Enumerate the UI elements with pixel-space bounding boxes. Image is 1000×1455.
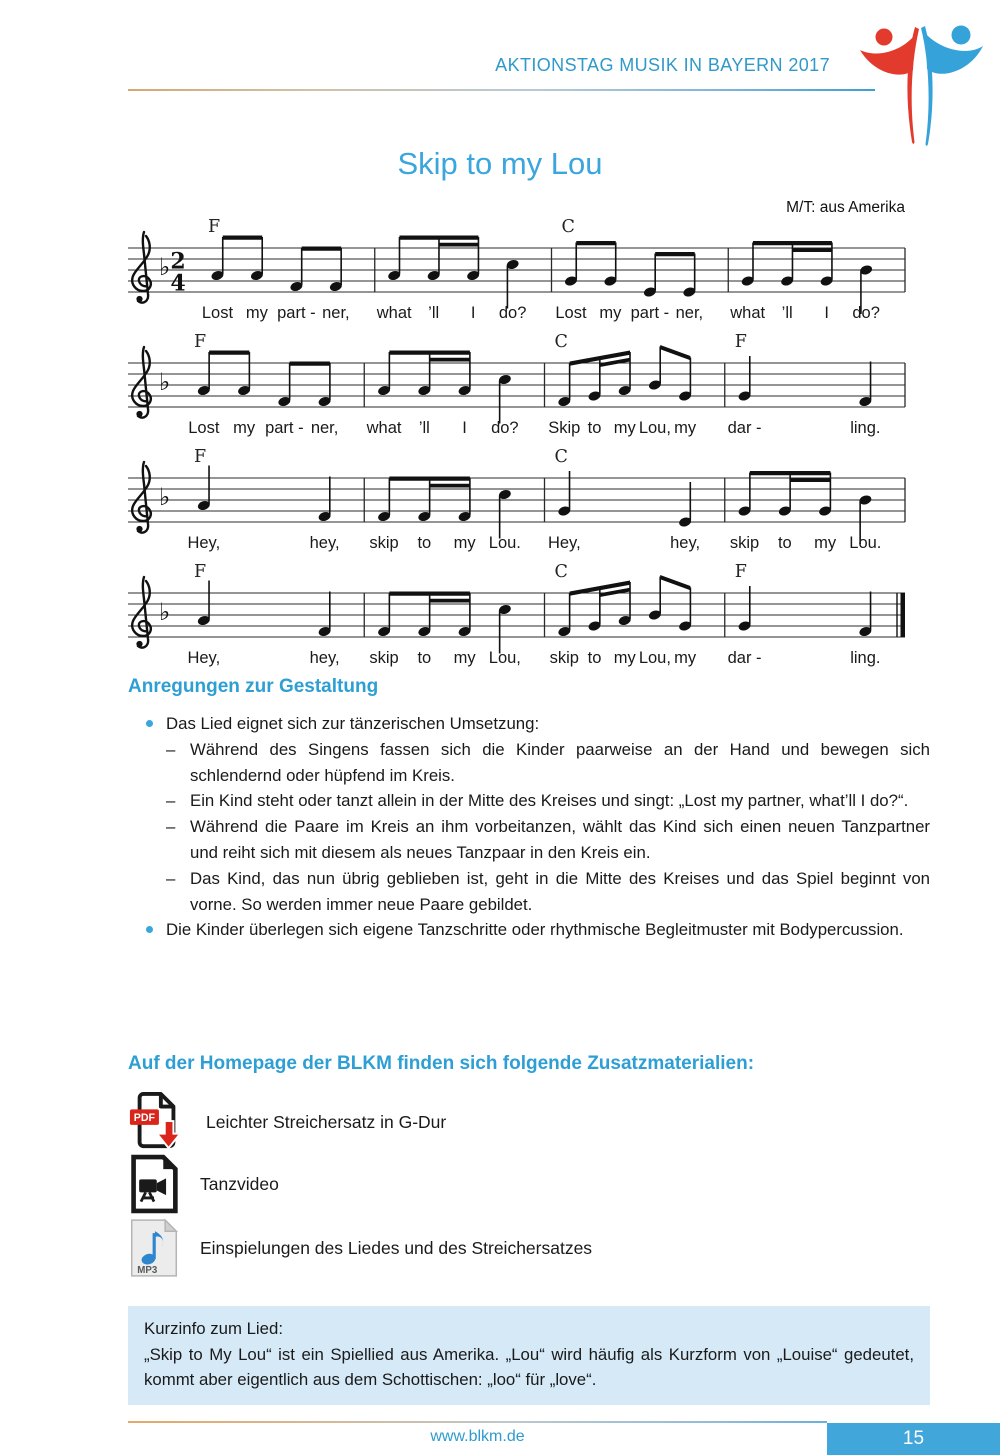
svg-text:♭: ♭ (159, 253, 171, 281)
suggestion-text: Während die Paare im Kreis an ihm vorbeitanzen, wählt das Kind sich einen neuen Tanzpartner und reiht sich mit diesem als neues Tanzpaar in den Kreis ein. (190, 817, 930, 862)
suggestion-text: Das Kind, das nun übrig geblieben ist, geht in die Mitte des Kreises und das Spiel beginnt von vorne. So werden immer neue Paare gebildet. (190, 868, 930, 914)
song-title: Skip to my Lou (397, 146, 603, 181)
dash-marker: – (166, 817, 176, 837)
suggestion-text: Ein Kind steht oder tanzt allein in der Mitte des Kreises und singt: „Lost my partner, what’ll I do?“. (190, 791, 909, 811)
svg-text:Lost: Lost (201, 304, 234, 322)
svg-text:Hey,: Hey, (187, 649, 221, 667)
svg-text:’ll: ’ll (428, 304, 440, 322)
svg-text:ner,: ner, (310, 419, 339, 437)
footer-url: www.blkm.de (430, 1428, 525, 1445)
infobox-body: „Skip to My Lou“ ist ein Spiellied aus Amerika. „Lou“ wird häufig als Kurzform von „Louise“ gedeutet, kommt aber eigentlich aus dem Schottischen: „loo“ für „love“. (144, 1344, 914, 1389)
svg-text:Lost: Lost (555, 304, 587, 322)
svg-text:♭: ♭ (159, 368, 171, 396)
svg-text:2: 2 (170, 248, 186, 275)
svg-text:dar -: dar - (727, 419, 762, 437)
svg-text:Hey,: Hey, (187, 534, 221, 552)
material-label-pdf: Leichter Streichersatz in G-Dur (206, 1111, 447, 1132)
svg-text:’ll: ’ll (418, 419, 430, 437)
svg-text:part -: part - (277, 304, 316, 322)
suggestion-item-5 (128, 866, 930, 918)
song-infobox (128, 1306, 930, 1405)
svg-text:Lou.: Lou. (488, 534, 521, 552)
svg-text:do?: do? (852, 304, 880, 322)
suggestion-item-3 (128, 788, 930, 814)
svg-text:to: to (587, 649, 602, 667)
material-row-pdf (128, 1091, 446, 1153)
svg-text:F: F (194, 562, 207, 582)
bullet-marker (146, 720, 153, 727)
dash-marker: – (166, 868, 176, 888)
svg-text:skip: skip (549, 649, 579, 667)
svg-text:ner,: ner, (322, 304, 350, 322)
svg-text:my: my (613, 419, 636, 437)
svg-text:F: F (194, 332, 207, 352)
svg-text:what: what (730, 304, 766, 322)
header-rule (128, 89, 875, 91)
svg-text:’ll: ’ll (781, 304, 793, 322)
pdf-icon (128, 1090, 186, 1154)
svg-text:F: F (208, 217, 221, 237)
header-title: AKTIONSTAG MUSIK IN BAYERN 2017 (495, 55, 830, 75)
svg-text:my: my (453, 649, 476, 667)
svg-text:skip: skip (369, 534, 399, 552)
dash-marker: – (166, 739, 176, 759)
svg-text:to: to (777, 534, 792, 552)
footer-rule (128, 1421, 827, 1423)
blkm-dancers-logo-icon (856, 24, 988, 146)
bullet-marker (146, 926, 153, 933)
suggestion-text: Während des Singens fassen sich die Kinder paarweise an der Hand und bewegen sich schlendernd oder hüpfend im Kreis. (190, 739, 930, 785)
svg-text:skip: skip (369, 649, 399, 667)
material-label-video: Tanzvideo (200, 1173, 279, 1194)
svg-text:C: C (554, 332, 568, 352)
music-system-1 (0, 212, 1000, 324)
suggestions-section (128, 676, 930, 943)
svg-text:I: I (470, 304, 476, 322)
svg-text:♭: ♭ (159, 598, 171, 626)
svg-text:Lost: Lost (188, 419, 220, 437)
mp3-icon (128, 1217, 180, 1279)
svg-text:Lou.: Lou. (849, 534, 882, 552)
svg-text:hey,: hey, (309, 534, 340, 552)
svg-text:to: to (587, 419, 602, 437)
svg-text:do?: do? (498, 304, 527, 322)
music-system-4 (0, 557, 1000, 669)
material-label-mp3: Einspielungen des Liedes und des Streichersatzes (200, 1237, 593, 1258)
svg-text:I: I (462, 419, 467, 437)
svg-text:my: my (613, 649, 636, 667)
svg-text:Hey,: Hey, (547, 534, 581, 552)
song-credit: M/T: aus Amerika (786, 199, 905, 216)
svg-text:dar -: dar - (727, 649, 762, 667)
suggestions-list (128, 711, 930, 943)
svg-text:part -: part - (630, 304, 670, 322)
svg-text:C: C (561, 217, 575, 237)
suggestion-item-2 (128, 737, 930, 789)
svg-text:my: my (245, 304, 268, 322)
suggestion-text: Die Kinder überlegen sich eigene Tanzschritte oder rhythmische Begleitmuster mit Bodypercussion. (166, 920, 904, 940)
svg-text:I: I (824, 304, 829, 322)
svg-text:my: my (233, 419, 256, 437)
music-system-2 (0, 327, 1000, 439)
svg-text:to: to (417, 534, 432, 552)
svg-text:my: my (599, 304, 622, 322)
svg-text:to: to (417, 649, 432, 667)
pdf-badge-label: PDF (133, 1112, 156, 1125)
suggestions-heading: Anregungen zur Gestaltung (128, 676, 379, 697)
svg-text:what: what (366, 419, 402, 437)
suggestion-item-1 (128, 711, 930, 737)
svg-text:my: my (674, 649, 697, 667)
svg-text:Lou,: Lou, (638, 419, 671, 437)
svg-text:skip: skip (729, 534, 760, 552)
svg-text:Lou,: Lou, (638, 649, 671, 667)
video-icon (128, 1153, 180, 1215)
svg-text:♭: ♭ (159, 483, 171, 511)
page-number-badge: 15 (827, 1423, 1000, 1455)
materials-heading: Auf der Homepage der BLKM finden sich folgende Zusatzmaterialien: (128, 1053, 755, 1074)
svg-text:F: F (194, 447, 207, 467)
svg-text:Lou,: Lou, (488, 649, 521, 667)
svg-text:my: my (674, 419, 697, 437)
svg-text:hey,: hey, (670, 534, 701, 552)
suggestion-item-4 (128, 814, 930, 866)
svg-text:what: what (376, 304, 412, 322)
svg-text:F: F (734, 562, 747, 582)
material-row-video (128, 1153, 279, 1215)
suggestion-text: Das Lied eignet sich zur tänzerischen Umsetzung: (166, 714, 540, 733)
suggestion-item-6 (128, 917, 930, 943)
svg-text:ling.: ling. (850, 649, 881, 667)
music-system-3 (0, 442, 1000, 554)
dash-marker: – (166, 791, 176, 811)
infobox-title: Kurzinfo zum Lied: (144, 1319, 283, 1338)
mp3-badge-label: MP3 (137, 1265, 158, 1277)
svg-text:C: C (554, 562, 568, 582)
svg-text:part -: part - (265, 419, 304, 437)
svg-text:Skip: Skip (548, 419, 581, 437)
svg-text:4: 4 (170, 270, 186, 297)
svg-text:my: my (814, 534, 837, 552)
svg-text:ner,: ner, (675, 304, 704, 322)
svg-text:ling.: ling. (850, 419, 881, 437)
svg-text:hey,: hey, (309, 649, 340, 667)
material-row-mp3 (128, 1217, 592, 1279)
svg-text:my: my (453, 534, 476, 552)
svg-text:F: F (734, 332, 747, 352)
svg-text:do?: do? (491, 419, 519, 437)
svg-text:C: C (554, 447, 568, 467)
